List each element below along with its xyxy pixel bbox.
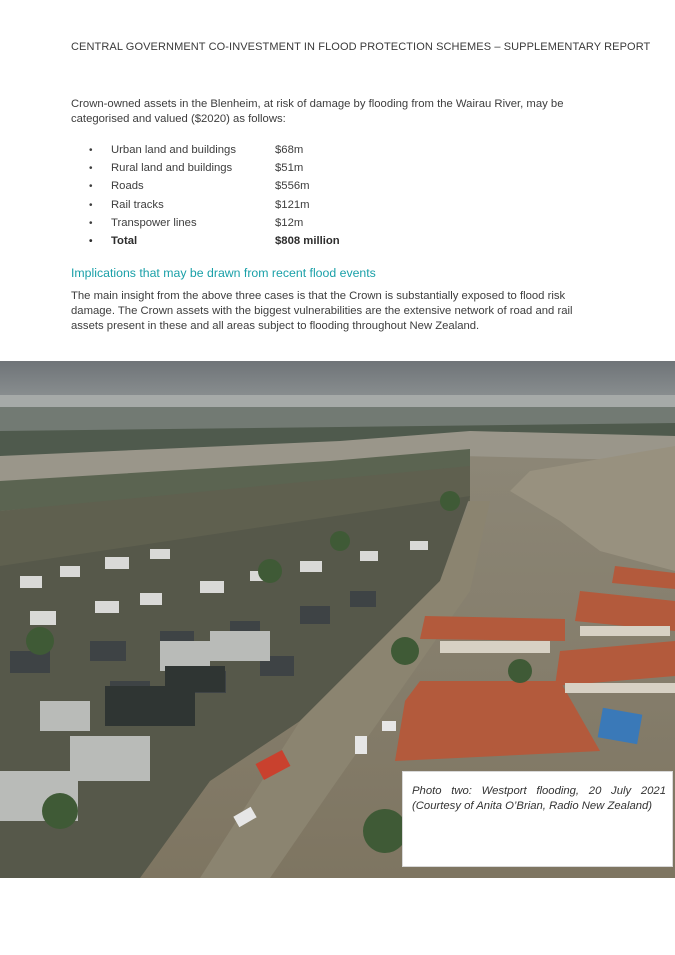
bullet: •: [89, 181, 93, 193]
running-header: CENTRAL GOVERNMENT CO-INVESTMENT IN FLOOD PROTECTION SCHEMES – SUPPLEMENTARY REPORT: [71, 41, 651, 53]
asset-value: $68m: [275, 144, 304, 156]
caption-line-1: Photo two: Westport flooding, 20 July 2021: [412, 785, 666, 797]
bullet: •: [89, 199, 93, 211]
section-heading: Implications that may be drawn from recent flood events: [71, 266, 376, 280]
asset-value: $51m: [275, 162, 304, 175]
asset-item: [89, 216, 395, 234]
asset-name: Roads: [111, 180, 144, 193]
bullet: •: [89, 217, 93, 229]
asset-name: Transpower lines: [111, 216, 197, 229]
total-value: $808 million: [275, 234, 340, 247]
body-paragraph: The main insight from the above three cases is that the Crown is substantially exposed to flood risk damage. The Crown assets with the biggest vulnerabilities are the extensive network of road and rail assets present in these and all areas subject to flooding throughout New Zealand.: [71, 290, 573, 332]
caption-line-2: (Courtesy of Anita O’Brian, Radio New Zealand): [412, 800, 653, 812]
asset-total-item: [89, 234, 395, 252]
asset-item: [89, 161, 395, 179]
asset-name: Rural land and buildings: [111, 162, 233, 175]
asset-list: [89, 143, 395, 252]
bullet: •: [89, 145, 93, 156]
total-label: Total: [111, 234, 138, 247]
asset-value: $12m: [275, 216, 304, 229]
asset-name: Rail tracks: [111, 198, 164, 211]
intro-paragraph: Crown-owned assets in the Blenheim, at risk of damage by flooding from the Wairau River, may be categorised and valued ($2020) as follows:: [71, 98, 564, 125]
photo-caption-box: [402, 771, 673, 867]
asset-value: $556m: [275, 180, 310, 193]
bullet: •: [89, 235, 93, 247]
asset-value: $121m: [275, 198, 310, 211]
bullet: •: [89, 163, 93, 175]
asset-name: Urban land and buildings: [111, 144, 236, 156]
asset-item: [89, 198, 395, 216]
photo-caption: [412, 784, 666, 814]
asset-item: [89, 143, 395, 161]
asset-item: [89, 179, 395, 197]
